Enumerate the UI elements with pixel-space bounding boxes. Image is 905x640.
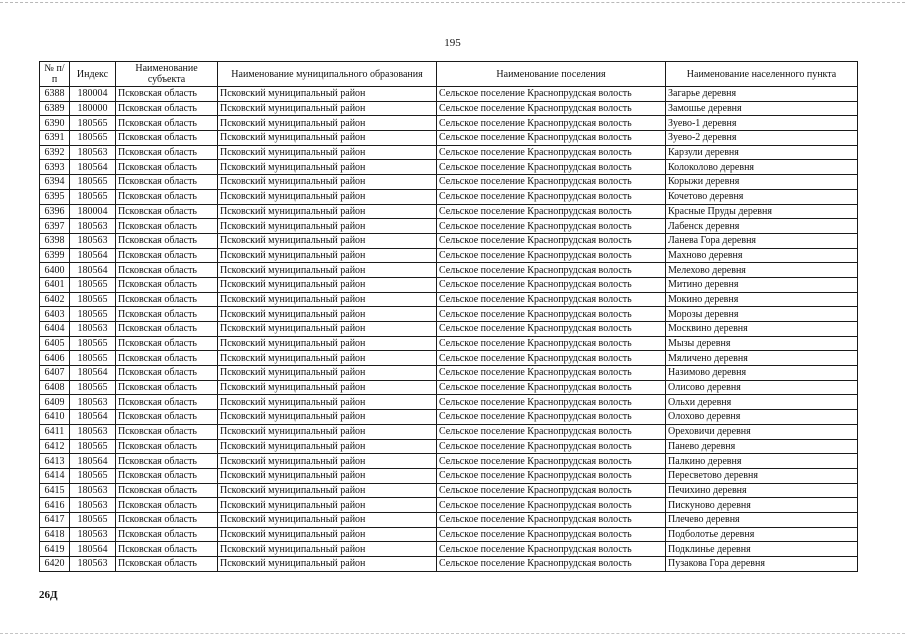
cell-municipality: Псковский муниципальный район — [218, 557, 437, 572]
cell-municipality: Псковский муниципальный район — [218, 292, 437, 307]
cell-subject: Псковская область — [116, 557, 218, 572]
table-row — [40, 424, 858, 439]
cell-index: 180004 — [70, 87, 116, 102]
cell-num: 6409 — [40, 395, 70, 410]
cell-num: 6405 — [40, 336, 70, 351]
cell-locality: Пискуново деревня — [666, 498, 858, 513]
table-row — [40, 468, 858, 483]
header-row — [40, 62, 858, 87]
cell-subject: Псковская область — [116, 219, 218, 234]
cell-municipality: Псковский муниципальный район — [218, 145, 437, 160]
cell-locality: Подболотье деревня — [666, 527, 858, 542]
cell-num: 6388 — [40, 87, 70, 102]
table-row — [40, 175, 858, 190]
cell-subject: Псковская область — [116, 498, 218, 513]
table-row — [40, 116, 858, 131]
cell-locality: Кочетово деревня — [666, 189, 858, 204]
cell-subject: Псковская область — [116, 233, 218, 248]
cell-locality: Зуево-1 деревня — [666, 116, 858, 131]
cell-index: 180565 — [70, 307, 116, 322]
table-row — [40, 131, 858, 146]
cell-index: 180565 — [70, 277, 116, 292]
cell-index: 180565 — [70, 116, 116, 131]
cell-settlement: Сельское поселение Краснопрудская волость — [437, 380, 666, 395]
table-row — [40, 248, 858, 263]
table-row — [40, 204, 858, 219]
header-locality: Наименование населенного пункта — [666, 62, 858, 87]
table-body — [40, 87, 858, 572]
header-municipality: Наименование муниципального образования — [218, 62, 437, 87]
cell-settlement: Сельское поселение Краснопрудская волость — [437, 468, 666, 483]
cell-num: 6411 — [40, 424, 70, 439]
cell-num: 6394 — [40, 175, 70, 190]
cell-num: 6390 — [40, 116, 70, 131]
cell-subject: Псковская область — [116, 483, 218, 498]
cell-subject: Псковская область — [116, 542, 218, 557]
cell-settlement: Сельское поселение Краснопрудская волость — [437, 277, 666, 292]
cell-locality: Корыжи деревня — [666, 175, 858, 190]
table-row — [40, 512, 858, 527]
cell-index: 180565 — [70, 468, 116, 483]
cell-index: 180565 — [70, 351, 116, 366]
cell-num: 6396 — [40, 204, 70, 219]
table-row — [40, 542, 858, 557]
cell-index: 180565 — [70, 439, 116, 454]
cell-locality: Мелехово деревня — [666, 263, 858, 278]
table-row — [40, 307, 858, 322]
cell-num: 6414 — [40, 468, 70, 483]
cell-num: 6419 — [40, 542, 70, 557]
cell-index: 180563 — [70, 395, 116, 410]
cell-locality: Мызы деревня — [666, 336, 858, 351]
cell-num: 6417 — [40, 512, 70, 527]
cell-num: 6410 — [40, 410, 70, 425]
cell-num: 6412 — [40, 439, 70, 454]
cell-subject: Псковская область — [116, 116, 218, 131]
cell-locality: Пересветово деревня — [666, 468, 858, 483]
cell-municipality: Псковский муниципальный район — [218, 101, 437, 116]
cell-locality: Олисово деревня — [666, 380, 858, 395]
cell-num: 6401 — [40, 277, 70, 292]
cell-index: 180563 — [70, 322, 116, 337]
cell-settlement: Сельское поселение Краснопрудская волость — [437, 263, 666, 278]
table-row — [40, 351, 858, 366]
cell-municipality: Псковский муниципальный район — [218, 277, 437, 292]
table-row — [40, 322, 858, 337]
page-number: 195 — [444, 37, 461, 49]
cell-num: 6397 — [40, 219, 70, 234]
cell-subject: Псковская область — [116, 380, 218, 395]
cell-municipality: Псковский муниципальный район — [218, 454, 437, 469]
cell-settlement: Сельское поселение Краснопрудская волость — [437, 248, 666, 263]
cell-subject: Псковская область — [116, 87, 218, 102]
cell-subject: Псковская область — [116, 101, 218, 116]
table-row — [40, 454, 858, 469]
cell-index: 180564 — [70, 248, 116, 263]
table-header — [40, 62, 858, 87]
cell-subject: Псковская область — [116, 175, 218, 190]
cell-settlement: Сельское поселение Краснопрудская волость — [437, 204, 666, 219]
cell-locality: Ореховичи деревня — [666, 424, 858, 439]
cell-index: 180564 — [70, 366, 116, 381]
cell-subject: Псковская область — [116, 527, 218, 542]
cell-locality: Плечево деревня — [666, 512, 858, 527]
cell-subject: Псковская область — [116, 307, 218, 322]
cell-subject: Псковская область — [116, 292, 218, 307]
cell-settlement: Сельское поселение Краснопрудская волость — [437, 336, 666, 351]
cell-municipality: Псковский муниципальный район — [218, 307, 437, 322]
cell-index: 180565 — [70, 336, 116, 351]
cell-index: 180565 — [70, 380, 116, 395]
table-row — [40, 410, 858, 425]
table-row — [40, 160, 858, 175]
cell-municipality: Псковский муниципальный район — [218, 498, 437, 513]
cell-num: 6413 — [40, 454, 70, 469]
cell-subject: Псковская область — [116, 512, 218, 527]
cell-municipality: Псковский муниципальный район — [218, 322, 437, 337]
cell-index: 180564 — [70, 263, 116, 278]
cell-municipality: Псковский муниципальный район — [218, 395, 437, 410]
cell-locality: Карзули деревня — [666, 145, 858, 160]
table-row — [40, 101, 858, 116]
cell-settlement: Сельское поселение Краснопрудская волость — [437, 219, 666, 234]
cell-municipality: Псковский муниципальный район — [218, 263, 437, 278]
header-subject: Наименование субъекта — [116, 62, 218, 87]
cell-locality: Ланева Гора деревня — [666, 233, 858, 248]
cell-subject: Псковская область — [116, 336, 218, 351]
cell-num: 6395 — [40, 189, 70, 204]
cell-municipality: Псковский муниципальный район — [218, 527, 437, 542]
cell-locality: Мокино деревня — [666, 292, 858, 307]
cell-municipality: Псковский муниципальный район — [218, 248, 437, 263]
table-row — [40, 219, 858, 234]
cell-index: 180004 — [70, 204, 116, 219]
cell-settlement: Сельское поселение Краснопрудская волость — [437, 131, 666, 146]
table-row — [40, 439, 858, 454]
header-index: Индекс — [70, 62, 116, 87]
cell-num: 6420 — [40, 557, 70, 572]
cell-index: 180563 — [70, 498, 116, 513]
cell-index: 180563 — [70, 527, 116, 542]
cell-municipality: Псковский муниципальный район — [218, 189, 437, 204]
table-row — [40, 145, 858, 160]
cell-index: 180565 — [70, 175, 116, 190]
cell-locality: Морозы деревня — [666, 307, 858, 322]
cell-municipality: Псковский муниципальный район — [218, 512, 437, 527]
cell-locality: Ольхи деревня — [666, 395, 858, 410]
cell-subject: Псковская область — [116, 204, 218, 219]
cell-locality: Митино деревня — [666, 277, 858, 292]
cell-settlement: Сельское поселение Краснопрудская волость — [437, 395, 666, 410]
cell-settlement: Сельское поселение Краснопрудская волость — [437, 233, 666, 248]
scan-edge-bottom — [0, 633, 905, 634]
cell-locality: Красные Пруды деревня — [666, 204, 858, 219]
cell-index: 180565 — [70, 292, 116, 307]
cell-locality: Палкино деревня — [666, 454, 858, 469]
cell-index: 180564 — [70, 160, 116, 175]
cell-locality: Панево деревня — [666, 439, 858, 454]
cell-subject: Псковская область — [116, 322, 218, 337]
cell-num: 6404 — [40, 322, 70, 337]
cell-locality: Зуево-2 деревня — [666, 131, 858, 146]
cell-subject: Псковская область — [116, 351, 218, 366]
cell-settlement: Сельское поселение Краснопрудская волость — [437, 424, 666, 439]
table-row — [40, 189, 858, 204]
cell-subject: Псковская область — [116, 454, 218, 469]
cell-num: 6407 — [40, 366, 70, 381]
cell-settlement: Сельское поселение Краснопрудская волость — [437, 322, 666, 337]
cell-index: 180563 — [70, 233, 116, 248]
cell-settlement: Сельское поселение Краснопрудская волость — [437, 527, 666, 542]
cell-settlement: Сельское поселение Краснопрудская волость — [437, 439, 666, 454]
cell-subject: Псковская область — [116, 263, 218, 278]
cell-index: 180563 — [70, 424, 116, 439]
cell-num: 6391 — [40, 131, 70, 146]
cell-municipality: Псковский муниципальный район — [218, 87, 437, 102]
table-row — [40, 498, 858, 513]
cell-locality: Пузакова Гора деревня — [666, 557, 858, 572]
header-num: № п/п — [40, 62, 70, 87]
cell-municipality: Псковский муниципальный район — [218, 160, 437, 175]
cell-settlement: Сельское поселение Краснопрудская волость — [437, 498, 666, 513]
cell-index: 180563 — [70, 145, 116, 160]
cell-settlement: Сельское поселение Краснопрудская волость — [437, 101, 666, 116]
cell-locality: Печихино деревня — [666, 483, 858, 498]
cell-subject: Псковская область — [116, 277, 218, 292]
cell-settlement: Сельское поселение Краснопрудская волость — [437, 454, 666, 469]
cell-settlement: Сельское поселение Краснопрудская волость — [437, 292, 666, 307]
cell-subject: Псковская область — [116, 131, 218, 146]
cell-index: 180000 — [70, 101, 116, 116]
table-row — [40, 380, 858, 395]
cell-municipality: Псковский муниципальный район — [218, 366, 437, 381]
cell-municipality: Псковский муниципальный район — [218, 219, 437, 234]
cell-municipality: Псковский муниципальный район — [218, 204, 437, 219]
cell-num: 6392 — [40, 145, 70, 160]
cell-index: 180564 — [70, 454, 116, 469]
table-row — [40, 366, 858, 381]
cell-municipality: Псковский муниципальный район — [218, 424, 437, 439]
cell-num: 6393 — [40, 160, 70, 175]
cell-settlement: Сельское поселение Краснопрудская волость — [437, 175, 666, 190]
cell-locality: Мяличено деревня — [666, 351, 858, 366]
cell-municipality: Псковский муниципальный район — [218, 542, 437, 557]
cell-locality: Замошье деревня — [666, 101, 858, 116]
table-row — [40, 87, 858, 102]
cell-subject: Псковская область — [116, 248, 218, 263]
cell-settlement: Сельское поселение Краснопрудская волость — [437, 189, 666, 204]
cell-index: 180563 — [70, 557, 116, 572]
cell-subject: Псковская область — [116, 468, 218, 483]
cell-index: 180564 — [70, 542, 116, 557]
table-row — [40, 557, 858, 572]
table-row — [40, 527, 858, 542]
registry-table — [39, 61, 858, 572]
cell-subject: Псковская область — [116, 145, 218, 160]
cell-locality: Назимово деревня — [666, 366, 858, 381]
cell-locality: Колоколово деревня — [666, 160, 858, 175]
cell-municipality: Псковский муниципальный район — [218, 233, 437, 248]
cell-settlement: Сельское поселение Краснопрудская волость — [437, 87, 666, 102]
cell-subject: Псковская область — [116, 424, 218, 439]
cell-num: 6406 — [40, 351, 70, 366]
cell-municipality: Псковский муниципальный район — [218, 116, 437, 131]
scan-edge-top — [0, 2, 905, 3]
table-row — [40, 277, 858, 292]
cell-locality: Олохово деревня — [666, 410, 858, 425]
cell-municipality: Псковский муниципальный район — [218, 380, 437, 395]
table-row — [40, 263, 858, 278]
cell-settlement: Сельское поселение Краснопрудская волость — [437, 512, 666, 527]
cell-settlement: Сельское поселение Краснопрудская волость — [437, 557, 666, 572]
cell-subject: Псковская область — [116, 439, 218, 454]
cell-subject: Псковская область — [116, 189, 218, 204]
cell-municipality: Псковский муниципальный район — [218, 351, 437, 366]
cell-num: 6416 — [40, 498, 70, 513]
table-row — [40, 483, 858, 498]
cell-settlement: Сельское поселение Краснопрудская волость — [437, 366, 666, 381]
cell-municipality: Псковский муниципальный район — [218, 336, 437, 351]
cell-settlement: Сельское поселение Краснопрудская волость — [437, 351, 666, 366]
cell-municipality: Псковский муниципальный район — [218, 410, 437, 425]
cell-municipality: Псковский муниципальный район — [218, 131, 437, 146]
cell-locality: Лабенск деревня — [666, 219, 858, 234]
cell-index: 180563 — [70, 483, 116, 498]
cell-num: 6408 — [40, 380, 70, 395]
cell-settlement: Сельское поселение Краснопрудская волость — [437, 410, 666, 425]
cell-settlement: Сельское поселение Краснопрудская волость — [437, 542, 666, 557]
cell-num: 6400 — [40, 263, 70, 278]
cell-subject: Псковская область — [116, 410, 218, 425]
cell-index: 180565 — [70, 189, 116, 204]
cell-locality: Загарье деревня — [666, 87, 858, 102]
cell-municipality: Псковский муниципальный район — [218, 439, 437, 454]
cell-num: 6389 — [40, 101, 70, 116]
cell-num: 6402 — [40, 292, 70, 307]
cell-subject: Псковская область — [116, 160, 218, 175]
cell-num: 6418 — [40, 527, 70, 542]
table-row — [40, 292, 858, 307]
cell-settlement: Сельское поселение Краснопрудская волость — [437, 483, 666, 498]
cell-index: 180563 — [70, 219, 116, 234]
table-row — [40, 233, 858, 248]
cell-num: 6398 — [40, 233, 70, 248]
footer-code: 26Д — [39, 589, 58, 601]
header-settlement: Наименование поселения — [437, 62, 666, 87]
cell-municipality: Псковский муниципальный район — [218, 483, 437, 498]
table-row — [40, 336, 858, 351]
cell-num: 6399 — [40, 248, 70, 263]
cell-settlement: Сельское поселение Краснопрудская волость — [437, 145, 666, 160]
cell-index: 180564 — [70, 410, 116, 425]
table-row — [40, 395, 858, 410]
cell-locality: Подклинье деревня — [666, 542, 858, 557]
cell-subject: Псковская область — [116, 366, 218, 381]
cell-municipality: Псковский муниципальный район — [218, 468, 437, 483]
cell-index: 180565 — [70, 131, 116, 146]
cell-subject: Псковская область — [116, 395, 218, 410]
cell-settlement: Сельское поселение Краснопрудская волость — [437, 160, 666, 175]
cell-index: 180565 — [70, 512, 116, 527]
cell-municipality: Псковский муниципальный район — [218, 175, 437, 190]
cell-locality: Москвино деревня — [666, 322, 858, 337]
cell-settlement: Сельское поселение Краснопрудская волость — [437, 116, 666, 131]
cell-num: 6403 — [40, 307, 70, 322]
cell-locality: Махново деревня — [666, 248, 858, 263]
cell-settlement: Сельское поселение Краснопрудская волость — [437, 307, 666, 322]
cell-num: 6415 — [40, 483, 70, 498]
